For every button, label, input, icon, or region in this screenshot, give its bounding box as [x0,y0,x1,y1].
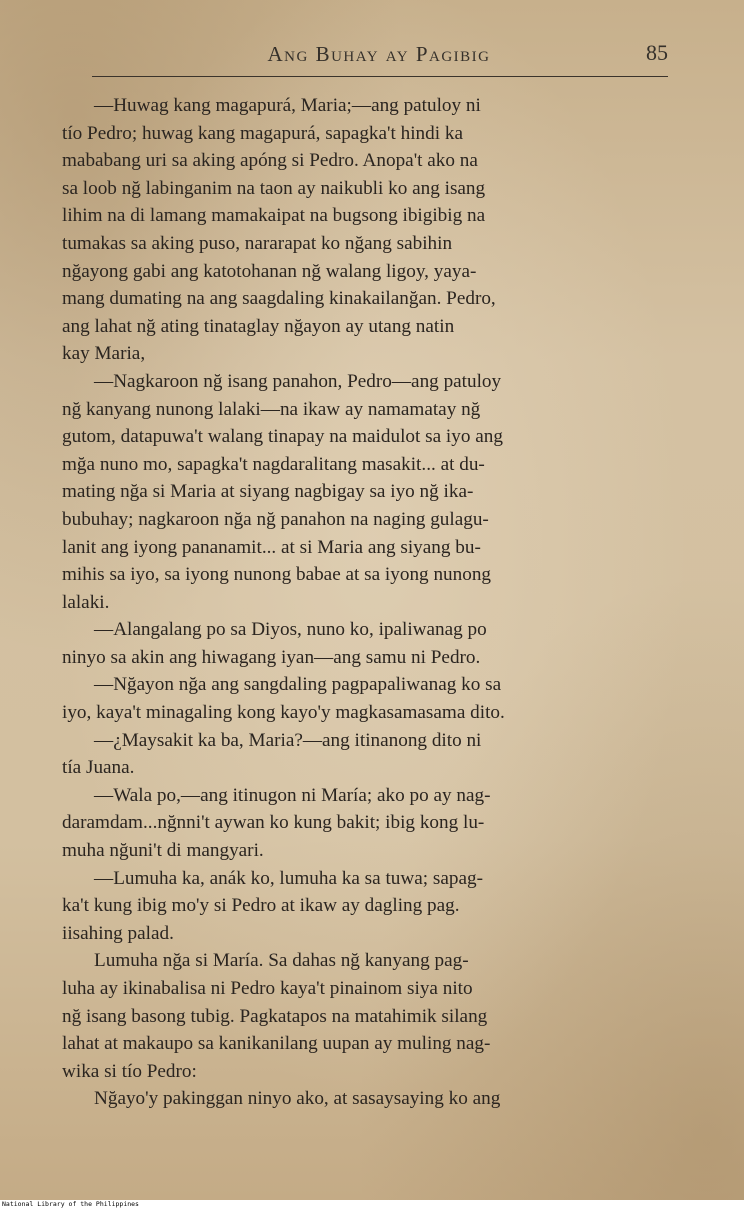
text-line: Lumuha nğa si María. Sa dahas nğ kanyang pag- [94,950,469,972]
text-line: —Nğayon nğa ang sangdaling pagpapaliwanag ko sa [94,674,502,696]
text-line: mating nğa si Maria at siyang nagbigay sa iyo nğ ika- [62,481,474,503]
running-title: Ang Buhay ay Pagibig [267,42,491,66]
text-line: mababang uri sa aking apóng si Pedro. Anopa't ako na [62,150,478,172]
text-line: nğayong gabi ang katotohanan nğ walang ligoy, yaya- [62,260,477,282]
body-text [62,92,676,1113]
text-line: —Alangalang po sa Diyos, nuno ko, ipaliwanag po [94,619,487,641]
text-line: bubuhay; nagkaroon nğa nğ panahon na naging gulagu- [62,508,489,530]
text-line: sa loob nğ labinganim na taon ay naikubli ko ang isang [62,177,486,199]
text-line: lihim na di lamang mamakaipat na bugsong ibigibig na [62,205,486,227]
text-line: ang lahat nğ ating tinataglay nğayon ay utang natin [62,315,455,337]
page-number: 85 [646,40,668,65]
text-line: kay Maria, [62,343,146,365]
text-line: lanit ang iyong pananamit... at si Maria ang siyang bu- [62,536,481,558]
text-line: lahat at makaupo sa kanikanilang uupan ay muling nag- [62,1033,491,1055]
text-line: tía Juana. [62,757,135,779]
text-line: iyo, kaya't minagaling kong kayo'y magkasamasama dito. [62,702,505,724]
text-line: mang dumating na ang saagdaling kinakailanğan. Pedro, [62,288,496,310]
text-line: lalaki. [62,591,110,613]
text-line: ka't kung ibig mo'y si Pedro at ikaw ay dagling pag. [62,895,460,917]
page-header [90,38,668,72]
text-line: muha nğuni't di mangyari. [62,840,264,862]
text-line: —Lumuha ka, anák ko, lumuha ka sa tuwa; sapag- [94,867,483,889]
text-line: wika si tío Pedro: [62,1060,197,1082]
text-line: nğ kanyang nunong lalaki—na ikaw ay namamatay nğ [62,398,481,420]
text-line: —Nagkaroon nğ isang panahon, Pedro—ang patuloy [94,370,502,392]
text-line: —Huwag kang magapurá, Maria;—ang patuloy ni [94,95,481,116]
text-line: nğ isang basong tubig. Pagkatapos na matahimik silang [62,1005,488,1027]
text-line: tío Pedro; huwag kang magapurá, sapagka't hindi ka [62,122,463,144]
text-line: —¿Maysakit ka ba, Maria?—ang itinanong dito ni [94,729,482,751]
text-line: gutom, datapuwa't walang tinapay na maidulot sa iyo ang [62,426,503,448]
footer-credit: National Library of the Philippines [2,1200,139,1208]
text-line: Nğayo'y pakinggan ninyo ako, at sasaysaying ko ang [94,1088,501,1110]
text-line: —Wala po,—ang itinugon ni María; ako po ay nag- [94,784,491,806]
text-line: ninyo sa akin ang hiwagang iyan—ang samu ni Pedro. [62,646,481,668]
header-rule [92,76,668,77]
text-line: daramdam...nğnni't aywan ko kung bakit; ibig kong lu- [62,812,485,834]
text-line: iisahing palad. [62,922,174,944]
text-line: mihis sa iyo, sa iyong nunong babae at sa iyong nunong [62,564,492,586]
text-line: mğa nuno mo, sapagka't nagdaralitang masakit... at du- [62,453,485,475]
text-line: luha ay ikinabalisa ni Pedro kaya't pinainom siya nito [62,978,473,999]
text-line: tumakas sa aking puso, nararapat ko nğang sabihin [62,232,453,254]
